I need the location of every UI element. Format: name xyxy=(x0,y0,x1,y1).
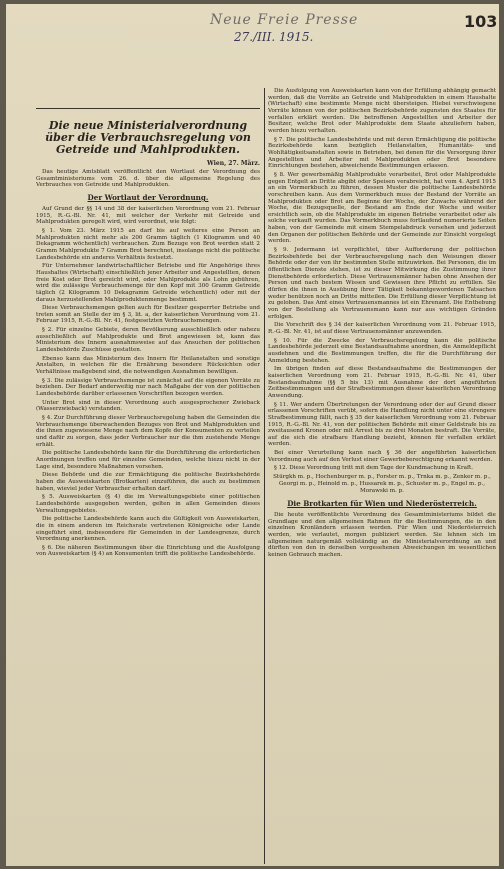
handwritten-date: 27./III. 1915. xyxy=(234,30,314,44)
paragraph: Diese Verbrauchsmengen gelten auch für Besitzer gesperrter Betriebe und treten somit an Stelle der im § 3, lit. a, der kaiserlichen Verordnung vom 21. Februar 1915, R.-G.-Bl. Nr. 41, festgesetzten Verbrauchsmengen. xyxy=(36,305,260,325)
masthead xyxy=(6,10,499,44)
paragraph: Die Vorschrift des § 34 der kaiserlichen Verordnung vom 21. Februar 1915, R.-G.-Bl. Nr. 41, ist auf diese Vertrauensmänner anzuwenden. xyxy=(268,322,496,335)
column-divider xyxy=(264,88,265,864)
dateline: Wien, 27. März. xyxy=(207,160,260,167)
paragraph: Die politische Landesbehörde kann auch die Gültigkeit von Ausweiskarten, die in einem anderen im Reichsrate vertretenen Königreiche oder Lande eingeführt sind, insbesondere für Gemeinden in der Landesgrenze, durch Verordnung anerkennen. xyxy=(36,516,260,543)
paragraph: Im übrigen finden auf diese Bestandsaufnahme die Bestimmungen der kaiserlichen Verordnung vom 21. Februar 1915, R.-G.-Bl. Nr. 41, über Bestandsaufnahme (§§ 5 bis 13) mit Ausnahme der dort angeführten Zeitbestimmungen und der Strafbestimmungen dieser kaiserlichen Verordnung Anwendung. xyxy=(268,366,496,399)
paragraph: Die Ausfolgung von Ausweiskarten kann von der Erfüllung abhängig gemacht werden, daß die Vorräte an Getreide und Mahlprodukten in einem Haushalte (Wirtschaft) eine bestimmte Menge nicht übersteigen. Hiebei verschwiegene Vorräte können von der politischen Bezirksbehörde zugunsten des Staates für verfallen erklärt werden. Die betroffenen Angestellten und Arbeiter der Besitzer, welche Brot oder Mahlprodukte dem Staate abzuliefern haben, werden hiezu verhalten. xyxy=(268,88,496,134)
paragraph: § 8. Wer gewerbsmäßig Mahlprodukte verarbeitet, Brot oder Mahlprodukte gegen Entgelt an Dritte abgibt oder Speisen verabreicht, hat vom 4. April 1915 an ein Vormerkbuch zu führen, dessen Muster die politische Landesbehörde vorschreiben kann. Aus dem Vormerkbuch muss der Bestand der Vorräte an Mahlprodukten oder Brot am Beginne der Woche, der Zuwachs während der Woche, die Bezugsquelle, der Bestand am Ende der Woche und weiter ersichtlich sein, ob die Mahlprodukte im eigenen Betriebe verarbeitet oder als solche verkauft wurden. Das Vormerkbuch muss fortlaufend numerierte Seiten haben, von der Gemeinde mit einem Stempelabdruck versehen und jederzeit den Organen der politischen Behörde und der Gemeinde zur Einsicht vorgelegt werden. xyxy=(268,171,496,245)
paragraph: § 6. Die näheren Bestimmungen über die Einrichtung und die Ausfolgung von Ausweiskarten (§ 4) an Konsumenten trifft die politische Landesbehörde. xyxy=(36,544,260,558)
article-left-column xyxy=(36,114,260,864)
paragraph: § 2. Für einzelne Gebiete, deren Bevölkerung ausschließlich oder nahezu ausschließlich auf Mahlprodukte und Brot angewiesen ist, kann das Ministerium des Innern ausnahmsweise auf das Ansuchen der politischen Landesbehörde Zuschüsse gestatten. xyxy=(36,327,260,354)
paragraph: Auf Grund der §§ 14 und 38 der kaiserlichen Verordnung vom 21. Februar 1915, R.-G.-Bl. Nr. 41, mit welcher der Verkehr mit Getreide und Mahlprodukten geregelt wird, wird verordnet, wie folgt: xyxy=(36,205,260,226)
paragraph: § 4. Zur Durchführung dieser Verbrauchsregelung haben die Gemeinden die Verbrauchsmenge überwachenden Bezuges von Brot und Mahlprodukten und die ihnen zugewiesene Menge nach dem Kopfe der Konsumenten zu verteilen und dafür zu sorgen, dass jeder Verbraucher nur die ihm zustehende Menge erhält. xyxy=(36,415,260,448)
paragraph: Ebenso kann das Ministerium des Innern für Heilanstalten und sonstige Anstalten, in welchen für die Ernährung besondere Rücksichten oder Verhältnisse maßgebend sind, die notwendigen Ausnahmen bewilligen. xyxy=(36,355,260,376)
article-headline: Die neue Ministerialverordnung über die Verbrauchsregelung von Getreide und Mahlprodukten. xyxy=(45,119,251,156)
column-top-rule xyxy=(36,108,260,109)
page-number: 103 xyxy=(464,12,498,31)
paragraph: Bei einer Verurteilung kann nach § 36 der angeführten kaiserlichen Verordnung auch auf den Verlust einer Gewerbeberechtigung erkannt werden. xyxy=(268,450,496,463)
paragraph: Für Unternehmer landwirtschaftlicher Betriebe und für Angehörige ihres Haushaltes (Wirtschaft) einschließlich jener Arbeiter und Angestellten, denen freie Kost oder Brot gereicht wird, oder Mahlprodukte als Lohn gebühren, wird die zulässige Verbrauchsmenge für den Kopf mit 300 Gramm Getreide täglich (2 Kilogramm 10 Dekagramm Getreide wöchentlich) oder mit der daraus herzustellenden Mahlproduktenmenge bestimmt. xyxy=(36,263,260,303)
paragraph: § 1. Vom 23. März 1915 an darf bis auf weiteres eine Person an Mahlprodukten nicht mehr als 200 Gramm täglich (1 Kilogramm und 40 Dekagramm wöchentlich) verbrauchen. Zum Bezuge von Brot werden statt 2 Gramm Mahlprodukte 7 Gramm Brot berechnet, insolange nicht die politische Landesbehörde ein anderes Verhältnis festsetzt. xyxy=(36,227,260,261)
paragraph: § 10. Für die Zwecke der Verbrauchsregelung kann die politische Landesbehörde jederzeit eine Bestandsaufnahme anordnen, die Anmeldepflicht ausdehnen und die Bestimmungen treffen, die für die Durchführung der Anmeldung bestehen. xyxy=(268,337,496,364)
newspaper-clipping xyxy=(6,4,499,866)
paragraph: Die politische Landesbehörde kann für die Durchführung die erforderlichen Anordnungen treffen und für einzelne Gemeinden, welche hiezu nicht in der Lage sind, besondere Maßnahmen vorsehen. xyxy=(36,450,260,470)
article-right-column xyxy=(268,88,496,864)
closing-paragraph: Die heute veröffentlichte Verordnung des Gesamtministeriums bildet die Grundlage und den allgemeinen Rahmen für die Bestimmungen, die in den einzelnen Kronländern erlassen werden. Für Wien und Niederösterreich werden, wie verlautet, morgen publiziert werden. Sie lehnen sich im allgemeinen naturgemäß vollständig an die Ministerialverordnung an und dürften von den in derselben vorgesehenen Abweichungen im wesentlichen keinen Gebrauch machen. xyxy=(268,512,496,559)
intro-paragraph: Das heutige Amtsblatt veröffentlicht den Wortlaut der Verordnung des Gesamtministeriums vom 26. d. über die allgemeine Regelung des Verbrauches von Getreide und Mahlprodukten. xyxy=(36,169,260,189)
paragraph: Unter Brot sind in dieser Verordnung auch ausgesprochener Zwieback (Wasserzwieback) verstanden. xyxy=(36,399,260,413)
subhead-wortlaut: Der Wortlaut der Verordnung. xyxy=(87,192,209,202)
paragraph: § 5. Ausweiskarten (§ 4) die im Verwaltungsgebiete einer politischen Landesbehörde ausgegeben werden, gelten in allen Gemeinden dieses Verwaltungsgebietes. xyxy=(36,494,260,514)
paragraph: § 9. Jedermann ist verpflichtet, über Aufforderung der politischen Bezirksbehörde bei der Verbrauchsregelung nach den Weisungen dieser Behörde oder der von ihr bestimmten Stelle mitzuwirken. Bei Personen, die im öffentlichen Dienste stehen, ist zu dieser Mitwirkung die Zustimmung ihrer Dienstbehörde erforderlich. Diese Vertrauensmänner haben ohne Ansehen der Person und nach bestem Wissen und Gewissen ihre Pflicht zu erfüllen. Sie dürfen die ihnen in Ausübung ihrer Tätigkeit bekanntgewordenen Tatsachen weder benützen noch an Dritte mitteilen. Die Erfüllung dieser Verpflichtung ist zu geloben. Das Amt eines Vertrauensmannes ist ein Ehrenamt. Die Enthebung von der Bestellung als Vertrauensmann kann nur aus wichtigen Gründen erfolgen. xyxy=(268,247,496,320)
paragraph: § 7. Die politische Landesbehörde und mit deren Ermächtigung die politische Bezirksbehörde kann bezüglich Heilanstalten, Humanitäts- und Wohltätigkeitsanstalten sowie in Betrieben, bei denen für die Versorgung ihrer Angestellten und Arbeiter mit Mahlprodukten oder Brot besondere Einrichtungen bestehen, abweichende Bestimmungen erlassen. xyxy=(268,136,496,170)
subhead-brotkarten: Die Brotkarten für Wien und Niederösterreich. xyxy=(287,499,477,509)
paragraph: § 3. Die zulässige Verbrauchsmenge ist zunächst auf die eigenen Vorräte zu beziehen. Der Bedarf anderweitig nur nach Maßgabe der von der politischen Landesbehörde darüber erlassenen Vorschriften bezogen werden. xyxy=(36,377,260,398)
paper-name: Neue Freie Presse xyxy=(210,12,359,28)
minister-signatures: Stürgkh m. p., Hochenburger m. p., Forster m. p., Trnka m. p., Zenker m. p., Georgi m. p., Heinold m. p., Hussarek m. p., Schuster m. p., Engel m. p., Morawski m. p. xyxy=(273,474,491,495)
paragraph: § 12. Diese Verordnung tritt mit dem Tage der Kundmachung in Kraft. xyxy=(274,465,474,472)
paragraph: § 11. Wer andern Übertretungen der Verordnung oder der auf Grund dieser erlassenen Vorschriften verübt, sofern die Handlung nicht unter eine strengere Strafbestimmung fällt, nach § 35 der kaiserlichen Verordnung vom 21. Februar 1915, R.-G.-Bl. Nr. 41, von der politischen Behörde mit einer Geldstrafe bis zu zweitausend Kronen oder mit Arrest bis zu drei Monaten bestraft. Die Vorräte, auf die sich die strafbare Handlung bezieht, können für verfallen erklärt werden. xyxy=(268,401,496,448)
paragraph: Diese Behörde und die zur Ermächtigung die politische Bezirksbehörde haben die Ausweiskarten (Brotkarten) einzuführen, die auch zu bestimmen haben, wieviel jeder Verbraucher erhalten darf. xyxy=(36,472,260,492)
